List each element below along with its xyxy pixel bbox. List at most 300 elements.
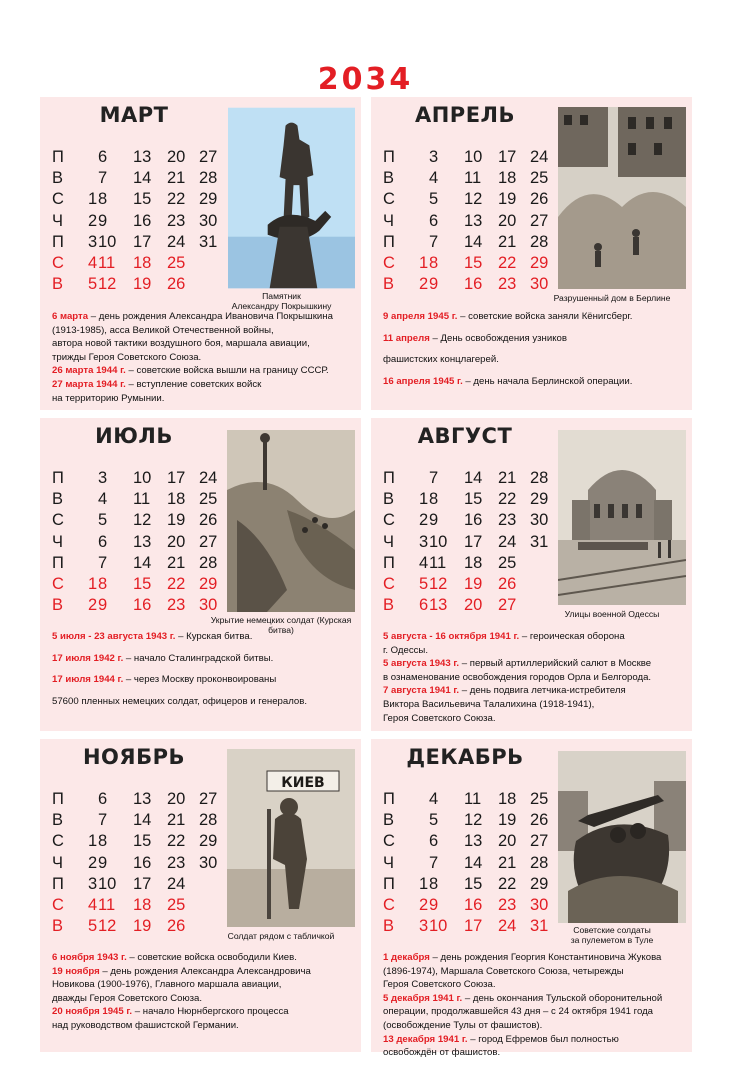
note-line [52,673,352,687]
weekday-label: В [383,490,395,509]
note-text: – день подвига летчика-истребителя [459,685,626,697]
note-text: – советские войска освободили Киев. [126,952,297,963]
calendar-day: 1 [419,253,429,272]
calendar-day: 28 [530,232,549,251]
calendar-day: 22 [167,832,186,851]
note-text: трижды Героя Советского Союза. [52,351,202,363]
calendar-day: 5 [419,574,429,593]
calendar-day: 24 [167,874,186,893]
calendar-day: 8 [429,874,439,893]
calendar-day: 26 [167,917,186,936]
svg-text:КИЕВ: КИЕВ [281,775,325,791]
note-text: на территорию Румынии. [52,392,165,404]
calendar-day: 2 [419,511,429,530]
note-text: – начало Нюрнбергского процесса [132,1006,289,1018]
note-line [52,951,352,965]
calendar-day: 11 [429,553,447,572]
calendar-day: 11 [98,253,116,272]
calendar-day: 21 [167,553,186,572]
calendar-day: 26 [167,275,186,294]
soldier-sign-photo [227,749,355,927]
note-text: – советские войска заняли Кёнигсберг. [457,311,633,322]
weekday-label: П [52,790,64,808]
note-line [383,1019,683,1033]
weekday-label: Ч [383,532,394,551]
calendar-day: 11 [464,790,482,808]
calendar-day: 30 [199,596,218,615]
calendar-day: 7 [429,469,439,487]
calendar-day: 23 [498,895,517,914]
weekday-label: Ч [383,211,394,230]
weekday-label: Ч [52,211,63,230]
note-line [52,310,352,324]
calendar-day: 15 [133,190,152,209]
note-text: – день рождения Георгия Константиновича Жукова [429,952,662,963]
note-text: – день начала Берлинской операции. [462,375,633,387]
calendar-day: 27 [530,211,549,230]
calendar-day: 7 [98,811,108,830]
month-panel-november [40,739,361,1052]
calendar-day: 19 [498,190,517,209]
calendar-day: 30 [199,853,218,872]
note-text: Героя Советского Союза. [383,979,496,991]
caption-line: Разрушенный дом в Берлине [553,293,671,303]
calendar-day: 8 [98,190,108,209]
note-line [383,657,683,671]
calendar-day: 10 [98,232,117,251]
weekday-label: В [52,490,64,509]
weekday-label: В [52,169,64,188]
note-date: 7 августа 1941 г. [383,685,460,697]
weekday-label: В [383,917,395,936]
calendar-day: 18 [498,790,517,808]
note-text: г. Одессы. [383,644,428,656]
calendar-day: 3 [88,874,98,893]
calendar-day: 21 [498,853,517,872]
weekday-label: П [383,148,395,166]
historical-notes [52,630,352,708]
calendar-day: 18 [133,895,152,914]
historical-notes [383,951,683,1060]
ruined-house-photo [558,107,686,289]
calendar-day: 16 [133,211,152,230]
weekday-label: С [52,895,64,914]
calendar-day: 6 [98,790,108,808]
calendar-day: 24 [530,148,549,166]
calendar-day: 1 [419,874,429,893]
calendar-day: 22 [498,874,517,893]
calendar-day: 17 [133,874,152,893]
note-line [52,337,352,351]
calendar-day: 6 [419,596,429,615]
note-line [52,392,352,406]
calendar-day: 3 [419,917,429,936]
weekday-label: П [383,232,395,251]
calendar-day: 14 [464,469,483,487]
weekday-label: В [52,596,64,615]
note-line [383,353,683,367]
calendar-day: 29 [199,574,218,593]
calendar-day: 25 [530,790,549,808]
note-line [383,375,683,389]
calendar-day: 13 [133,790,152,808]
calendar-day: 3 [98,469,108,487]
note-line [52,965,352,979]
weekday-label: С [52,511,64,530]
calendar-day: 10 [133,469,152,487]
calendar-day: 4 [88,253,98,272]
calendar-day: 28 [199,553,218,572]
weekday-label: С [383,832,395,851]
calendar-day: 25 [199,490,218,509]
note-date: 20 ноября 1945 г. [52,1006,133,1018]
note-line [52,324,352,338]
note-line [52,978,352,992]
machine-gun-photo [558,751,686,923]
calendar-day: 12 [98,917,117,936]
monument-photo [228,107,355,289]
note-date: 11 апреля [383,332,430,344]
weekday-label: П [52,874,64,893]
weekday-label: В [52,917,64,936]
caption-line: Солдат рядом с табличкой [227,931,335,941]
calendar-day: 16 [133,596,152,615]
caption-line: Улицы военной Одессы [564,609,660,619]
calendar-day: 25 [167,895,186,914]
calendar-day: 6 [429,211,439,230]
month-name: АВГУСТ [417,424,513,448]
calendar-day: 1 [88,190,98,209]
calendar-day: 2 [88,211,98,230]
calendar-day: 8 [98,832,108,851]
note-date: 27 марта 1944 г. [52,378,126,390]
calendar-day: 6 [98,148,108,166]
calendar-day: 12 [98,275,117,294]
note-line [383,965,683,979]
weekday-label: В [383,596,395,615]
calendar-day: 27 [530,832,549,851]
calendar-day: 31 [530,532,549,551]
weekday-label: В [52,275,64,294]
calendar-day: 31 [199,232,218,251]
calendar-day: 18 [133,253,152,272]
calendar-day: 16 [464,895,483,914]
calendar-day: 8 [429,490,439,509]
note-text: (1896-1974), Маршала Советского Союза, четырежды [383,965,624,977]
note-text: Новикова (1900-1976), Главного маршала авиации, [52,979,282,991]
calendar-day: 18 [464,553,483,572]
weekday-label: В [383,811,395,830]
calendar-day: 14 [464,232,483,251]
calendar-day: 10 [98,874,117,893]
calendar-day: 2 [419,895,429,914]
note-line [383,712,683,726]
calendar-day: 12 [464,190,483,209]
note-date: 5 июля - 23 августа 1943 г. [52,631,176,642]
calendar-day: 20 [498,832,517,851]
note-text: – начало Сталинградской битвы. [123,652,274,664]
calendar-day: 18 [498,169,517,188]
note-text: автора новой тактики воздушного боя, маршала авиации, [52,338,310,350]
calendar-day: 22 [167,190,186,209]
note-date: 6 ноября 1943 г. [52,952,127,963]
note-text: в ознаменование освобождения городов Орла и Белгорода. [383,671,652,683]
weekday-label: П [383,874,395,893]
calendar-day: 6 [98,532,108,551]
calendar-day: 20 [167,532,186,551]
calendar-day: 28 [530,853,549,872]
note-line [52,652,352,666]
calendar-day: 22 [167,574,186,593]
calendar-day: 27 [498,596,517,615]
calendar-day: 11 [464,169,482,188]
weekday-label: П [52,148,64,166]
calendar-day: 17 [167,469,186,487]
calendar-day: 12 [464,811,483,830]
note-date: 19 ноября [52,965,100,977]
calendar-day: 9 [98,853,108,872]
calendar-day: 15 [464,874,483,893]
calendar-day: 14 [133,169,152,188]
weekday-label: С [383,574,395,593]
note-date: 9 апреля 1945 г. [383,311,458,322]
calendar-day: 21 [167,169,186,188]
weekday-label: П [52,469,64,487]
calendar-day: 20 [167,148,186,166]
calendar-day: 2 [419,275,429,294]
calendar-day: 23 [167,853,186,872]
calendar-day: 19 [167,511,186,530]
caption-line: Советские солдаты [573,925,651,935]
calendar-day: 5 [98,511,108,530]
calendar-day: 7 [429,853,439,872]
trench-photo [227,430,355,612]
weekday-label: Ч [383,853,394,872]
weekday-label: С [52,190,64,209]
note-text: (освобождение Тулы от фашистов). [383,1019,543,1031]
calendar-day: 25 [498,553,517,572]
calendar-day: 20 [464,596,483,615]
weekday-label: П [383,790,395,808]
calendar-day: 23 [167,211,186,230]
calendar-day: 29 [530,874,549,893]
calendar-day: 30 [199,211,218,230]
month-name: ИЮЛЬ [95,424,173,448]
calendar-day: 24 [167,232,186,251]
caption-line: Укрытие немецких солдат (Курская битва) [210,615,352,635]
caption-line: Памятник [262,291,301,301]
calendar-day: 19 [498,811,517,830]
calendar-day: 3 [419,532,429,551]
note-line [383,992,683,1006]
calendar-day: 4 [429,790,439,808]
note-date: 5 августа 1943 г. [383,658,460,670]
calendar-day: 9 [429,895,439,914]
calendar-day: 29 [199,190,218,209]
calendar-day: 14 [133,811,152,830]
note-text: – советские войска вышли на границу СССР. [125,365,329,377]
month-panel-august [371,418,692,731]
note-date: 16 апреля 1945 г. [383,375,463,387]
note-line [383,310,683,324]
calendar-day: 21 [167,811,186,830]
calendar-day: 5 [429,811,439,830]
calendar-day: 19 [133,275,152,294]
weekday-label: В [383,169,395,188]
note-line [383,698,683,712]
note-text: дважды Героя Советского Союза. [52,992,203,1004]
calendar-day: 3 [88,232,98,251]
note-date: 17 июля 1942 г. [52,652,124,664]
calendar-day: 5 [429,190,439,209]
calendar-day: 20 [167,790,186,808]
caption-line: за пулеметом в Туле [570,935,654,945]
calendar-day: 10 [429,917,448,936]
note-line [52,364,352,378]
calendar-day: 27 [199,790,218,808]
weekday-label: С [52,253,64,272]
note-text: (1913-1985), асса Великой Отечественной войны, [52,324,274,336]
calendar-day: 23 [498,275,517,294]
calendar-day: 27 [199,148,218,166]
calendar-day: 27 [199,532,218,551]
odessa-street-photo [558,430,686,605]
calendar-day: 1 [88,832,98,851]
note-date: 6 марта [52,311,89,322]
calendar-day: 20 [498,211,517,230]
note-line [383,1033,683,1047]
calendar-day: 11 [98,895,116,914]
note-date: 26 марта 1944 г. [52,365,126,377]
note-line [383,951,683,965]
month-name: НОЯБРЬ [82,745,185,769]
weekday-label: С [52,574,64,593]
weekday-label: С [383,511,395,530]
calendar-day: 4 [429,169,439,188]
note-line [52,695,352,709]
note-text: – город Ефремов был полностью [467,1033,619,1045]
photo-caption [528,925,696,945]
calendar-day: 15 [464,253,483,272]
month-panel-december [371,739,692,1059]
caption-line: Александру Покрышкину [231,301,332,311]
note-date: 5 декабря 1941 г. [383,992,463,1004]
calendar-day: 8 [429,253,439,272]
note-text: – через Москву проконвоированы [123,674,277,686]
calendar-day: 4 [98,490,108,509]
calendar-day: 1 [419,490,429,509]
note-text: фашистских концлагерей. [383,354,499,366]
note-text: операции, продолжавшейся 43 дня – с 24 октября 1941 года [383,1006,654,1018]
calendar-day: 10 [464,148,483,166]
calendar-day: 4 [88,895,98,914]
note-text: освобождён от фашистов. [383,1047,501,1059]
historical-notes [52,951,352,1033]
calendar-day: 19 [133,917,152,936]
month-name: ДЕКАБРЬ [406,745,524,769]
calendar-day: 24 [199,469,218,487]
note-text: Героя Советского Союза. [383,712,496,724]
note-text: – вступление советских войск [125,378,262,390]
calendar-day: 22 [498,253,517,272]
note-text: – героическая оборона [519,631,625,642]
note-line [52,992,352,1006]
weekday-label: В [52,811,64,830]
calendar-day: 30 [530,895,549,914]
note-text: над руководством фашистской Германии. [52,1019,239,1031]
calendar-day: 25 [167,253,186,272]
calendar-day: 23 [167,596,186,615]
calendar-day: 10 [429,532,448,551]
calendar-day: 21 [498,232,517,251]
calendar-day: 2 [88,853,98,872]
calendar-day: 16 [464,275,483,294]
calendar-day: 24 [498,917,517,936]
note-line [52,1005,352,1019]
weekday-label: С [383,895,395,914]
month-panel-july [40,418,361,731]
calendar-day: 13 [429,596,448,615]
calendar-day: 16 [133,853,152,872]
note-line [52,630,352,644]
calendar-day: 9 [98,596,108,615]
calendar-day: 12 [429,574,448,593]
calendar-day: 15 [464,490,483,509]
calendar-day: 22 [498,490,517,509]
calendar-day: 25 [530,169,549,188]
calendar-day: 14 [133,553,152,572]
note-text: – первый артиллерийский салют в Москве [459,658,652,670]
note-text: – день окончания Тульской оборонительной [462,992,663,1004]
calendar-day: 13 [464,832,483,851]
calendar-day: 17 [464,917,483,936]
photo-caption [197,931,365,941]
calendar-day: 13 [133,148,152,166]
weekday-label: Ч [52,532,63,551]
calendar-day: 23 [498,511,517,530]
calendar-day: 26 [530,811,549,830]
note-date: 5 августа - 16 октября 1941 г. [383,631,520,642]
calendar-day: 28 [199,811,218,830]
month-name: МАРТ [99,103,169,127]
historical-notes [52,310,352,405]
note-line [383,978,683,992]
calendar-day: 30 [530,511,549,530]
calendar-day: 29 [199,832,218,851]
calendar-day: 9 [98,211,108,230]
note-text: – день рождения Александра Ивановича Покрышкина [88,311,333,322]
calendar-day: 7 [429,232,439,251]
weekday-label: П [383,553,395,572]
note-line [383,1005,683,1019]
weekday-label: П [52,232,64,251]
calendar-day: 14 [464,853,483,872]
note-line [383,1046,683,1060]
note-text: 57600 пленных немецких солдат, офицеров и генералов. [52,695,308,707]
note-line [52,351,352,365]
calendar-day: 24 [498,532,517,551]
calendar-day: 13 [133,532,152,551]
calendar-day: 26 [199,511,218,530]
weekday-label: В [383,275,395,294]
note-date: 13 декабря 1941 г. [383,1033,468,1045]
note-text: – Курская битва. [175,631,253,642]
calendar-day: 15 [133,832,152,851]
calendar-day: 1 [88,574,98,593]
calendar-day: 13 [464,211,483,230]
note-text: – день рождения Александра Александровича [99,965,311,977]
weekday-label: Ч [52,853,63,872]
